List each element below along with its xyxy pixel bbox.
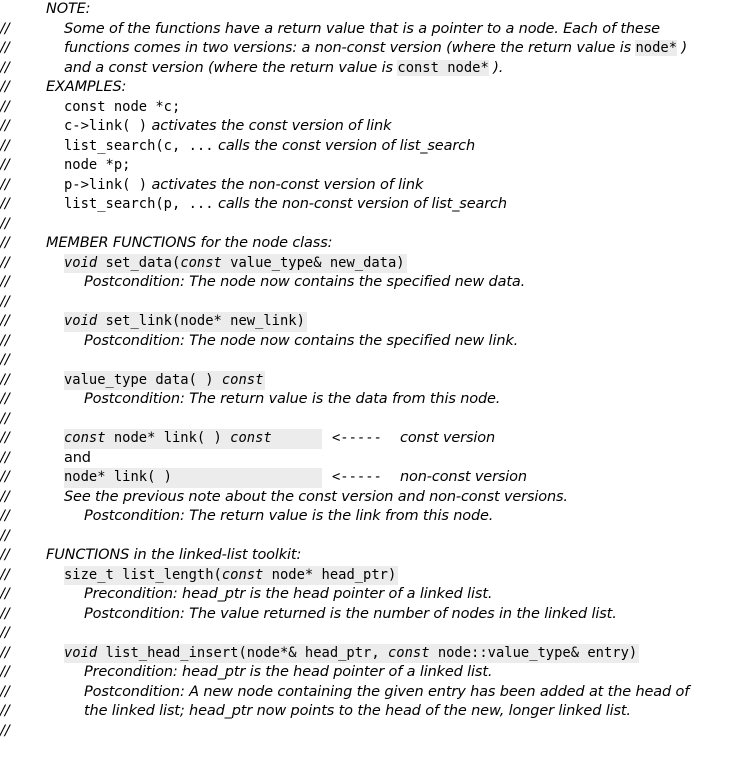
comment-slashes: // <box>0 20 10 37</box>
note-text: ). <box>488 59 504 76</box>
keyword: void <box>64 313 98 329</box>
comment-slashes: // <box>0 586 10 602</box>
postcondition: Postcondition: The node now contains the specified new link. <box>84 332 519 349</box>
code-snippet: const node* <box>397 59 489 76</box>
signature-text: node::value_type& entry) <box>429 644 638 661</box>
comment-slashes: // <box>0 469 10 485</box>
comment-slashes: // <box>0 313 10 329</box>
keyword: void <box>64 254 98 271</box>
comment-slashes: // <box>0 488 10 505</box>
arrow-label: <----- <box>332 430 382 446</box>
postcondition: Postcondition: A new node containing the given entry has been added at the head of <box>84 683 690 700</box>
and-text: and <box>64 449 91 466</box>
comment-slashes: // <box>0 196 10 212</box>
signature-text: set_data( <box>97 254 181 271</box>
signature-text: set_link(node* new_link) <box>97 313 305 329</box>
example-comment: activates the const version of link <box>147 118 392 134</box>
comment-slashes: // <box>0 703 10 719</box>
data-signature <box>64 371 265 391</box>
precondition: Precondition: head_ptr is the head pointer of a linked list. <box>84 664 493 680</box>
comment-slashes: // <box>0 137 10 154</box>
comment-slashes: // <box>0 98 10 115</box>
example-row <box>0 195 750 232</box>
version-label: non-const version <box>400 469 527 485</box>
comment-slashes: // <box>0 215 10 232</box>
comment-slashes: // <box>0 371 10 388</box>
note-text: functions comes in two versions: a non-const version (where the return value is <box>64 40 636 56</box>
postcondition: the linked list; head_ptr now points to the head of the new, longer linked list. <box>84 703 631 719</box>
comment-slashes: // <box>0 449 10 466</box>
note-line <box>64 39 687 59</box>
example-code: list_search(c, ... <box>64 137 214 154</box>
note-line <box>64 59 503 79</box>
code-snippet: node* <box>635 40 678 56</box>
comment-slashes: // <box>0 118 10 134</box>
postcondition: Postcondition: The return value is the link from this node. <box>84 508 494 524</box>
note-text: ) <box>677 40 687 56</box>
version-label: const version <box>400 430 496 446</box>
example-comment: activates the non-const version of link <box>147 176 424 193</box>
signature-text: value_type& new_data) <box>221 254 405 271</box>
toolkit-heading: FUNCTIONS in the linked-list toolkit: <box>46 547 302 563</box>
set-data-signature <box>64 254 407 274</box>
arrow-label: <----- <box>332 469 382 485</box>
signature-text: size_t list_length( <box>64 566 222 583</box>
example-code: c->link( ) <box>64 118 148 134</box>
comment-slashes: // <box>0 176 10 193</box>
keyword: const <box>180 254 222 271</box>
comment-slashes: // <box>0 625 10 641</box>
keyword: const <box>221 566 264 583</box>
comment-slashes: // <box>0 664 10 680</box>
link-const-signature <box>64 429 322 449</box>
doc-line <box>0 273 750 310</box>
members-heading: MEMBER FUNCTIONS for the node class: <box>46 235 333 251</box>
postcondition: Postcondition: The node now contains the specified new data. <box>84 274 526 290</box>
keyword: void <box>64 644 98 661</box>
comment-slashes: // <box>0 391 10 407</box>
keyword: const <box>213 371 264 388</box>
note-line: Some of the functions have a return value that is a pointer to a node. Each of these <box>64 20 660 37</box>
comment-slashes: // <box>0 157 10 173</box>
comment-slashes: // <box>0 59 10 76</box>
comment-slashes: // <box>0 430 10 446</box>
comment-slashes: // <box>0 352 10 368</box>
precondition: Precondition: head_ptr is the head pointer of a linked list. <box>84 586 493 602</box>
doc-line <box>0 390 750 427</box>
see-note-text: See the previous note about the const version and non-const versions. <box>64 488 568 505</box>
list-length-signature <box>64 566 398 586</box>
comment-slashes: // <box>0 683 10 700</box>
signature-text: node* link( ) <box>105 430 231 446</box>
keyword: const <box>230 430 272 446</box>
signature-text: list_head_insert(node*& head_ptr, <box>97 644 388 661</box>
head-insert-signature <box>64 644 639 664</box>
example-comment: calls the non-const version of list_search <box>213 196 507 212</box>
postcondition: Postcondition: The value returned is the number of nodes in the linked list. <box>84 605 617 622</box>
comment-slashes: // <box>0 547 10 563</box>
comment-slashes: // <box>0 40 10 56</box>
comment-slashes: // <box>0 274 10 290</box>
example-comment: calls the const version of list_search <box>213 137 475 154</box>
keyword: const <box>64 430 106 446</box>
link-nonconst-signature: node* link( ) <box>64 468 322 488</box>
example-code: list_search(p, ... <box>64 196 214 212</box>
doc-line <box>0 507 750 544</box>
comment-slashes: // <box>0 722 10 739</box>
example-code: node *p; <box>64 157 131 173</box>
comment-slashes: // <box>0 410 10 427</box>
comment-slashes: // <box>0 332 10 349</box>
note-text: and a const version (where the return value is <box>64 59 398 76</box>
signature-text: value_type data( ) <box>64 371 214 388</box>
doc-line <box>0 702 750 739</box>
comment-slashes: // <box>0 644 10 661</box>
example-code: const node *c; <box>64 98 181 115</box>
signature-text: node* head_ptr) <box>263 566 397 583</box>
comment-slashes: // <box>0 235 10 251</box>
keyword: const <box>387 644 430 661</box>
comment-slashes: // <box>0 293 10 310</box>
comment-slashes: // <box>0 508 10 524</box>
comment-slashes: // <box>0 527 10 544</box>
example-code: p->link( ) <box>64 176 148 193</box>
note-heading: NOTE: <box>46 1 91 17</box>
doc-line <box>0 605 750 641</box>
examples-heading: EXAMPLES: <box>46 79 127 95</box>
comment-slashes: // <box>0 605 10 622</box>
comment-slashes: // <box>0 79 10 95</box>
postcondition: Postcondition: The return value is the data from this node. <box>84 391 501 407</box>
comment-slashes: // <box>0 566 10 583</box>
set-link-signature <box>64 312 307 332</box>
doc-line <box>0 332 750 368</box>
comment-slashes: // <box>0 254 10 271</box>
